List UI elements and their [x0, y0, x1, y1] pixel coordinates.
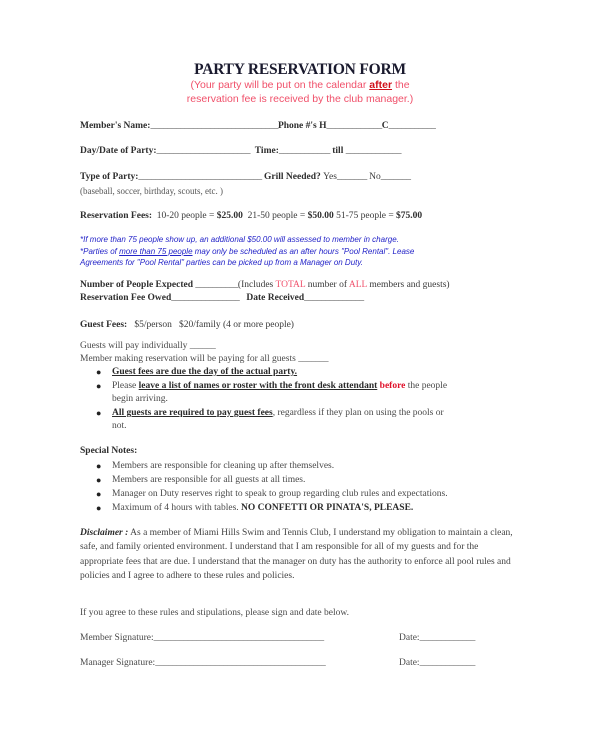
guest-bullet-1 [96, 367, 298, 377]
party-type-row [80, 172, 410, 182]
people-expected-field[interactable]: __________ [195, 280, 238, 290]
guest-fees-row [80, 320, 294, 330]
guest-option-individual [80, 341, 215, 351]
people-expected-row [80, 280, 450, 290]
fee-owed-row [80, 293, 364, 303]
grill-label: Grill Needed? [264, 172, 321, 182]
guest-bullet-3-continuation: not. [112, 421, 127, 431]
bullet-icon: ● [96, 408, 102, 418]
special-notes-label: Special Notes: [80, 446, 138, 456]
grill-no-field[interactable]: _______ [380, 172, 411, 182]
time-end-field[interactable]: _____________ [345, 146, 401, 156]
member-signature-row [80, 633, 324, 643]
phone-home-field[interactable]: _____________ [326, 121, 382, 131]
phone-cell-label: C [381, 121, 389, 131]
special-notes-heading [80, 446, 137, 456]
date-received-field[interactable]: ______________ [304, 293, 364, 303]
bullet-icon: ● [96, 475, 102, 485]
guest-fee-per-person: $5/person [134, 320, 172, 330]
fee-tier-1-price: $25.00 [216, 211, 243, 221]
fee-owed-label: Reservation Fee Owed [80, 293, 172, 303]
member-name-row [80, 121, 435, 131]
member-date-row [399, 633, 475, 643]
manager-signature-label: Manager Signature: [80, 658, 156, 668]
member-date-field[interactable]: _____________ [419, 633, 475, 643]
guest-fees-label: Guest Fees: [80, 320, 128, 330]
notice-line-1: *If more than 75 people show up, an additional $50.00 will assessed to member in charge. [80, 235, 399, 244]
fee-tier-3: 51-75 people = [336, 211, 397, 221]
phone-cell-field[interactable]: ___________ [388, 121, 436, 131]
disclaimer-text: As a member of Miami Hills Swim and Tennis Club, I understand my obligation to maintain a clean, safe, and family oriented environment. I understand that I am responsible for all of my guests and for the appropriate fees that are due. I understand that the manager on duty has the authority to enforce all pool rules and policies and I agree to adhere to these rules and policies. [80, 528, 513, 581]
manager-date-field[interactable]: _____________ [419, 658, 475, 668]
day-date-field[interactable]: ______________________ [156, 146, 251, 156]
notice-underlined: more than 75 people [119, 246, 193, 256]
people-expected-label: Number of People Expected [80, 280, 194, 290]
guest-bullet-1-text: Guest fees are due the day of the actual party. [112, 367, 298, 377]
manager-signature-row [80, 658, 325, 668]
form-title: PARTY RESERVATION FORM [194, 61, 406, 78]
includes-note: (Includes TOTAL number of ALL members and guests) [237, 280, 450, 290]
member-name-label: Member's Name: [80, 121, 151, 131]
day-date-label: Day/Date of Party: [80, 146, 157, 156]
guest-option-member [80, 354, 328, 364]
special-note-2: ● Members are responsible for all guests at all times. [96, 475, 306, 485]
subtitle-line-1 [0, 78, 600, 92]
fee-tier-1: 10-20 people = [156, 211, 217, 221]
manager-date-label: Date: [399, 658, 420, 668]
subtitle-line-2: reservation fee is received by the club manager.) [186, 93, 414, 105]
fee-tier-3-price: $75.00 [396, 211, 423, 221]
guest-bullet-2-continuation: begin arriving. [112, 394, 168, 404]
guest-option-member-field[interactable]: _______ [298, 354, 328, 364]
guest-option-individual-field[interactable]: ______ [189, 341, 216, 351]
member-signature-label: Member Signature: [80, 633, 154, 643]
member-name-field[interactable]: ______________________________ [150, 121, 278, 131]
grill-yes-field[interactable]: _______ [336, 172, 367, 182]
grill-no-label: No [369, 172, 381, 182]
guest-fee-per-family: $20/family (4 or more people) [178, 320, 294, 330]
bullet-icon: ● [96, 367, 102, 377]
fee-tier-2: 21-50 people = [247, 211, 308, 221]
guest-option-individual-label: Guests will pay individually [80, 341, 188, 351]
bullet-icon: ● [96, 503, 102, 513]
grill-yes-label: Yes [323, 172, 337, 182]
guest-bullet-3: ● All guests are required to pay guest fees, regardless if they plan on using the pools or [96, 408, 444, 418]
reservation-fees-label: Reservation Fees: [80, 211, 153, 221]
reservation-fees-row [80, 211, 422, 221]
member-signature-field[interactable]: ________________________________________ [153, 633, 324, 643]
member-date-label: Date: [399, 633, 420, 643]
fee-tier-2-price: $50.00 [307, 211, 334, 221]
no-confetti-warning: NO CONFETTI OR PINATA'S, PLEASE. [241, 503, 414, 513]
date-received-label: Date Received [246, 293, 305, 303]
agreement-text: If you agree to these rules and stipulations, please sign and date below. [80, 608, 350, 618]
manager-signature-field[interactable]: ________________________________________ [155, 658, 326, 668]
notice-text-end: may only be scheduled as an after hours "Pool Rental". Lease [192, 246, 415, 256]
notice-line-3: Agreements for "Pool Rental" parties can be picked up from a Manager on Duty. [80, 258, 364, 267]
time-start-field[interactable]: ____________ [278, 146, 330, 156]
manager-date-row [399, 658, 475, 668]
bullet-icon: ● [96, 489, 102, 499]
disclaimer-label: Disclaimer : [80, 528, 129, 538]
party-date-row [80, 146, 401, 156]
till-label: till [332, 146, 344, 156]
bullet-icon: ● [96, 381, 102, 391]
guest-bullet-3-underlined: All guests are required to pay guest fees [112, 408, 273, 418]
guest-option-member-label: Member making reservation will be paying for all guests [80, 354, 296, 364]
party-type-label: Type of Party: [80, 172, 139, 182]
subtitle-emphasis-after: after [369, 79, 393, 91]
disclaimer [80, 526, 520, 583]
fee-owed-field[interactable]: ________________ [171, 293, 240, 303]
subtitle-text-end: the [392, 79, 410, 91]
guest-bullet-2-before: before [377, 381, 406, 391]
party-type-examples: (baseball, soccer, birthday, scouts, etc. ) [80, 186, 224, 196]
notice-line-2 [80, 246, 414, 258]
phone-label: Phone #'s H [277, 121, 327, 131]
bullet-icon: ● [96, 461, 102, 471]
special-note-1: ● Members are responsible for cleaning up after themselves. [96, 461, 335, 471]
guest-bullet-2-underlined: leave a list of names or roster with the front desk attendant [138, 381, 378, 391]
guest-bullet-2: ● Please leave a list of names or roster with the front desk attendant before the people [96, 381, 448, 391]
special-note-3: ● Manager on Duty reserves right to speak to group regarding club rules and expectations. [96, 489, 448, 499]
notice-text: *Parties of [80, 246, 120, 256]
time-label: Time: [254, 146, 279, 156]
subtitle-text: (Your party will be put on the calendar [190, 79, 370, 91]
special-note-4: ● Maximum of 4 hours with tables. NO CONFETTI OR PINATA'S, PLEASE. [96, 503, 414, 513]
party-type-field[interactable]: _____________________________ [138, 172, 262, 182]
